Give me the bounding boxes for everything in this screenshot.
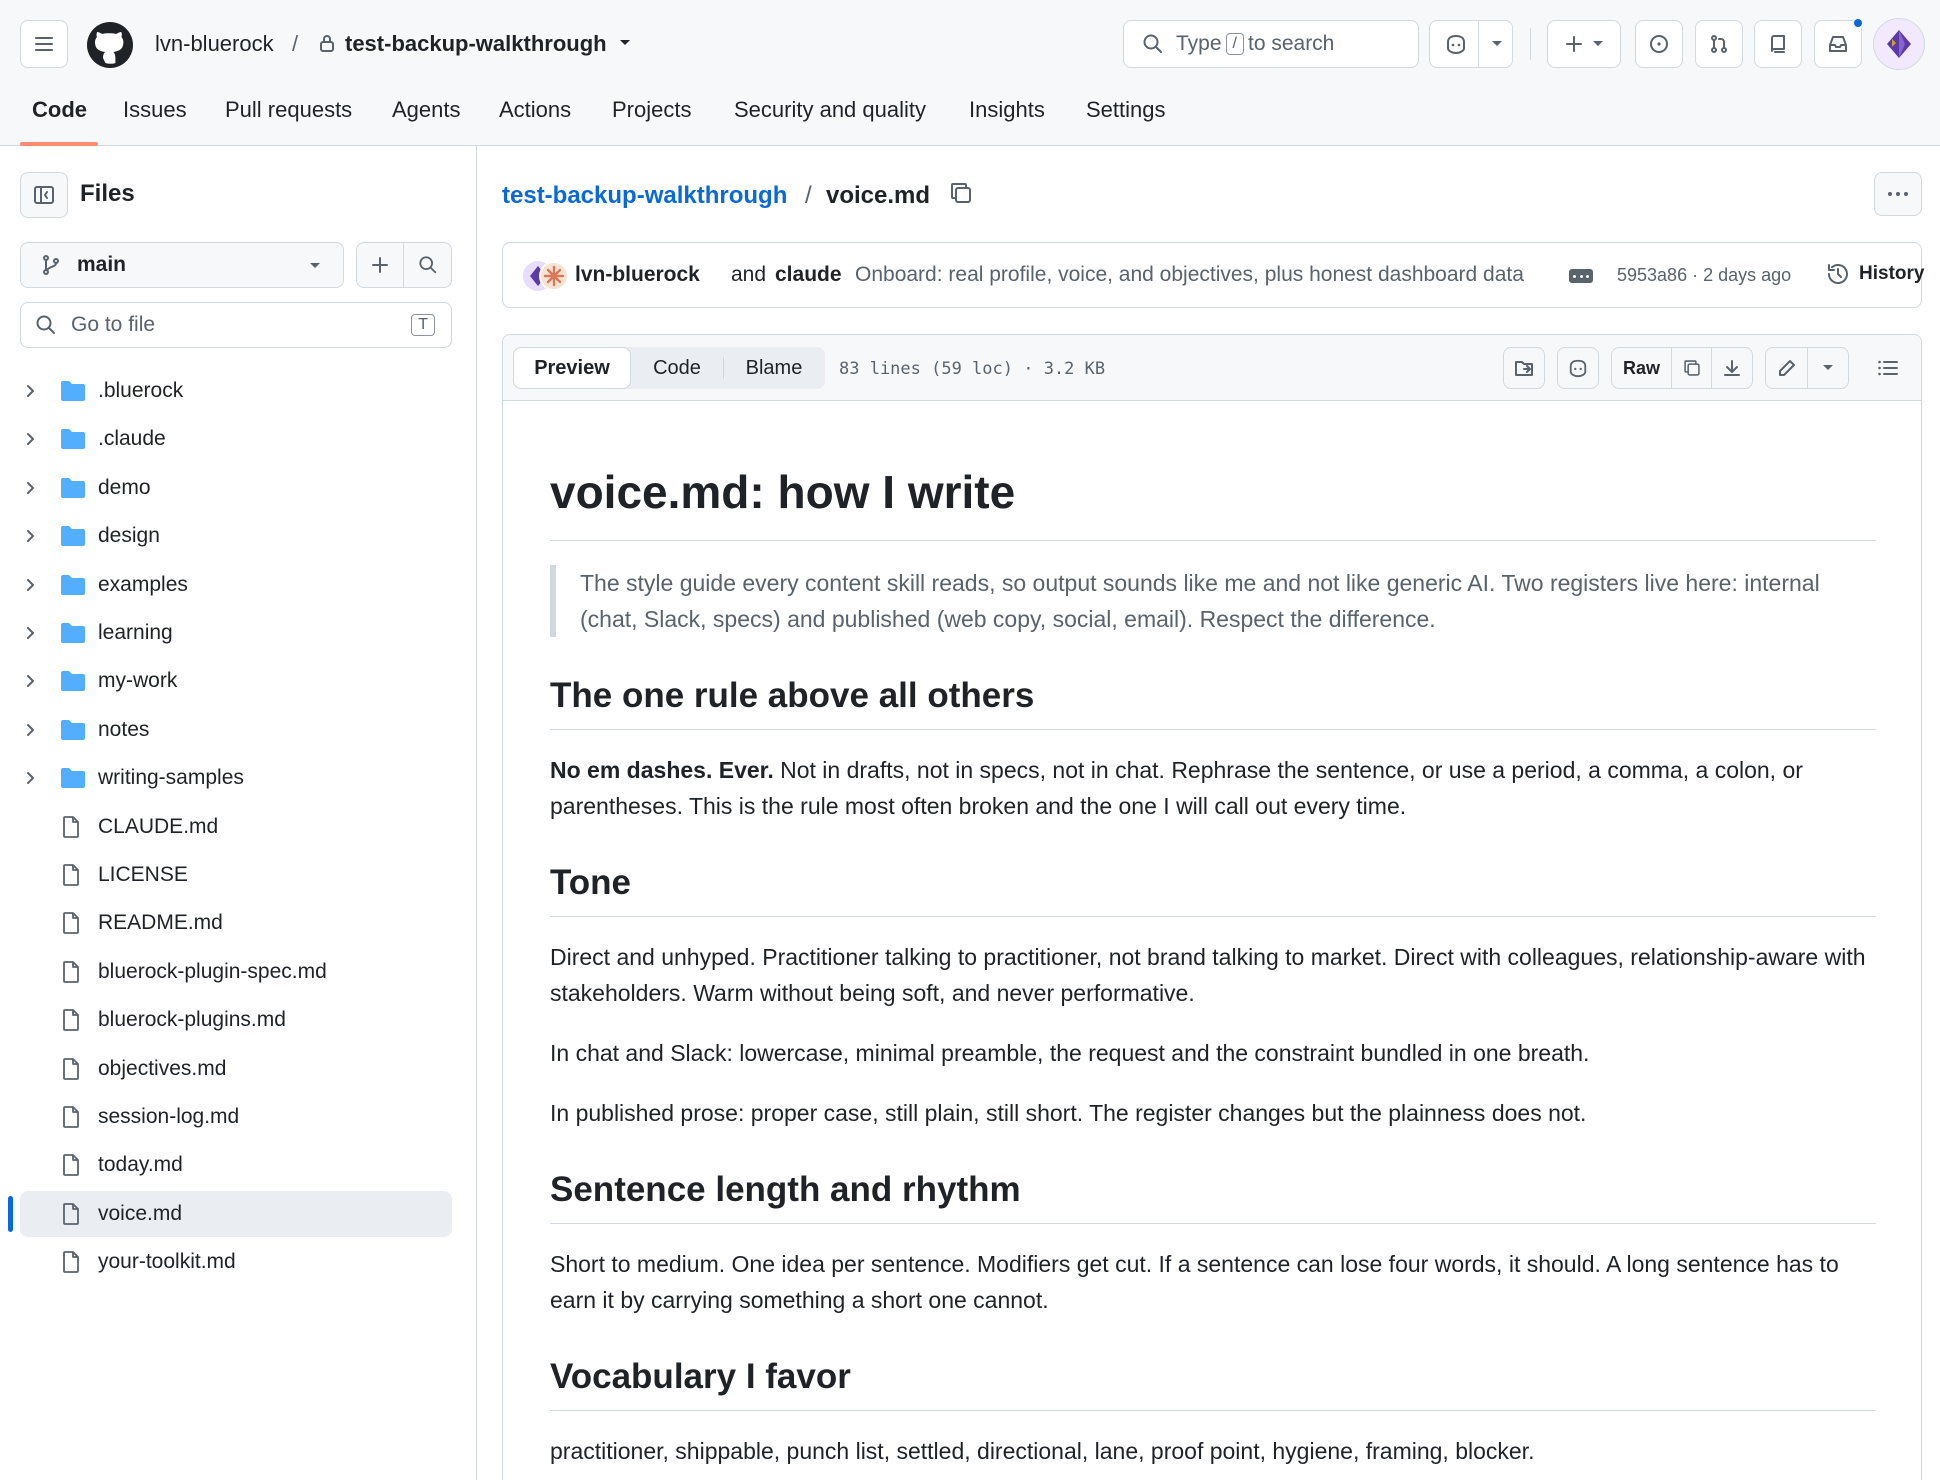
- file-icon: [60, 1008, 86, 1032]
- tree-item-label: objectives.md: [98, 1056, 227, 1080]
- chevron-right-icon[interactable]: [24, 577, 48, 593]
- tree-item-label: session-log.md: [98, 1105, 240, 1128]
- tree-file[interactable]: [20, 852, 452, 898]
- move-file-button[interactable]: [1503, 347, 1545, 389]
- tab-actions[interactable]: Actions: [499, 97, 572, 122]
- search-icon: [418, 255, 438, 275]
- tree-item-label: learning: [98, 621, 173, 644]
- tone-paragraph-2: In chat and Slack: lowercase, minimal preamble, the request and the constraint bundled in one breath.: [550, 1040, 1590, 1066]
- heading-sentence-length: Sentence length and rhythm: [550, 1167, 1876, 1224]
- chevron-right-icon[interactable]: [24, 673, 48, 689]
- search-suffix: to search: [1247, 32, 1335, 55]
- folder-icon: [60, 428, 86, 450]
- file-toolbar: [503, 335, 1922, 401]
- chevron-right-icon[interactable]: [24, 528, 48, 544]
- tree-item-label: LICENSE: [98, 863, 188, 886]
- breadcrumb-separator: /: [292, 31, 299, 56]
- tree-folder[interactable]: [20, 562, 452, 608]
- kebab-horizontal-icon: [1886, 191, 1910, 197]
- tree-folder[interactable]: [20, 368, 452, 414]
- plus-icon: [1564, 34, 1584, 54]
- sentence-paragraph: Short to medium. One idea per sentence. Modifiers get cut. If a sentence can lose four words, it should. A long sentence has to earn it by carrying something a short one cannot.: [550, 1251, 1839, 1313]
- heading-vocabulary: Vocabulary I favor: [550, 1354, 1876, 1411]
- github-logo-icon[interactable]: [86, 21, 134, 69]
- create-new-button[interactable]: [1547, 20, 1621, 68]
- search-files-button[interactable]: [404, 243, 451, 287]
- folder-icon: [60, 380, 86, 402]
- tree-item-label: notes: [98, 717, 150, 741]
- tree-folder[interactable]: [20, 513, 452, 559]
- file-view: [478, 146, 1940, 1480]
- copy-icon: [1682, 358, 1702, 378]
- file-icon: [60, 911, 86, 935]
- tab-settings[interactable]: Settings: [1086, 97, 1166, 122]
- rule-strong: No em dashes. Ever.: [550, 757, 774, 783]
- edit-group: [1765, 347, 1849, 389]
- raw-actions-group: [1611, 347, 1753, 389]
- tree-item-label: design: [98, 524, 160, 548]
- markdown-body: [550, 462, 1876, 1480]
- chevron-down-icon: [1491, 40, 1503, 48]
- copilot-file-button[interactable]: [1557, 347, 1599, 389]
- pull-requests-button[interactable]: [1695, 20, 1743, 68]
- history-icon: [1825, 261, 1851, 287]
- tree-file[interactable]: [20, 1191, 452, 1237]
- view-switcher: [513, 347, 825, 389]
- repo-root-link[interactable]: test-backup-walkthrough: [502, 182, 788, 209]
- inbox-icon: [1827, 33, 1849, 55]
- folder-icon: [60, 477, 86, 499]
- search-shortcut-key: /: [1226, 33, 1244, 55]
- tree-folder[interactable]: [20, 465, 452, 511]
- file-icon: [60, 1202, 86, 1226]
- issue-icon: [1648, 33, 1670, 55]
- search-icon: [35, 314, 57, 336]
- tree-file[interactable]: [20, 1094, 452, 1140]
- branch-icon: [41, 254, 61, 276]
- repo-icon: [1767, 33, 1789, 55]
- chevron-down-icon: [1822, 364, 1834, 372]
- copilot-icon: [1444, 33, 1468, 55]
- tree-item-label: CLAUDE.md: [98, 814, 219, 838]
- expand-commit-icon[interactable]: [1569, 269, 1593, 283]
- sidebar-collapse-icon: [32, 183, 56, 207]
- file-actions: [1503, 347, 1913, 389]
- list-unordered-icon: [1877, 358, 1899, 378]
- download-button[interactable]: [1712, 348, 1752, 388]
- add-file-button[interactable]: [357, 243, 404, 287]
- tree-item-label: .claude: [98, 427, 166, 451]
- code-tab[interactable]: Code: [653, 356, 701, 379]
- go-to-file-input[interactable]: [20, 302, 452, 348]
- tone-paragraph-1: Direct and unhyped. Practitioner talking to practitioner, not brand talking to market. Direct with colleagues, relationship-aware with stakeholders. Warm without being soft, and never performative.: [550, 944, 1866, 1006]
- tree-file[interactable]: [20, 1046, 452, 1092]
- commit-author-2[interactable]: claude: [775, 263, 842, 286]
- chevron-right-icon[interactable]: [24, 383, 48, 399]
- copilot-icon: [1567, 358, 1589, 378]
- file-icon: [60, 1153, 86, 1177]
- search-icon: [1142, 33, 1164, 55]
- folder-move-icon: [1513, 357, 1535, 379]
- plus-icon: [370, 255, 390, 275]
- pencil-icon: [1777, 358, 1797, 378]
- tree-folder[interactable]: [20, 755, 452, 801]
- blame-tab[interactable]: Blame: [745, 356, 803, 379]
- chevron-right-icon[interactable]: [24, 625, 48, 641]
- issues-button[interactable]: [1635, 20, 1683, 68]
- folder-icon: [60, 622, 86, 644]
- history-label: History: [1859, 263, 1925, 284]
- tree-file[interactable]: [20, 1239, 452, 1285]
- rule-text: Not in drafts, not in specs, not in chat. Rephrase the sentence, or use a period, a comma, a colon, or parentheses. This is the rule most often broken and the one I will call out every time.: [550, 757, 1803, 819]
- heading-one-rule: The one rule above all others: [550, 673, 1876, 730]
- selected-indicator: [8, 1196, 13, 1232]
- tree-item-label: examples: [98, 572, 188, 596]
- tone-paragraph-3: In published prose: proper case, still plain, still short. The register changes but the plainness does not.: [550, 1100, 1587, 1126]
- edit-dropdown[interactable]: [1808, 348, 1848, 388]
- outline-button[interactable]: [1867, 347, 1909, 389]
- more-options-button[interactable]: [1874, 172, 1922, 216]
- owner-link[interactable]: lvn-bluerock: [155, 31, 274, 56]
- tree-item-label: bluerock-plugin-spec.md: [98, 959, 327, 983]
- chevron-right-icon[interactable]: [24, 480, 48, 496]
- copy-path-icon[interactable]: [948, 180, 974, 206]
- tree-item-label: writing-samples: [98, 766, 244, 790]
- tree-folder[interactable]: [20, 610, 452, 656]
- header-divider: [1530, 28, 1531, 60]
- tree-item-label: .bluerock: [98, 379, 184, 402]
- preview-tab[interactable]: Preview: [513, 347, 631, 389]
- search-input[interactable]: [1123, 20, 1419, 68]
- tree-file[interactable]: [20, 900, 452, 946]
- tree-item-label: demo: [98, 475, 151, 499]
- edit-file-button[interactable]: [1766, 348, 1808, 388]
- tree-item-label: today.md: [98, 1153, 183, 1177]
- chevron-right-icon[interactable]: [24, 770, 48, 786]
- history-button[interactable]: [1825, 261, 1924, 287]
- file-tree-sidebar: [0, 146, 477, 1480]
- folder-icon: [60, 574, 86, 596]
- lock-icon: [318, 33, 336, 53]
- tree-item-label: your-toolkit.md: [98, 1250, 236, 1274]
- copilot-button[interactable]: [1429, 20, 1513, 68]
- hamburger-icon: [33, 33, 55, 55]
- tab-insights[interactable]: Insights: [969, 97, 1045, 122]
- avatar-icon: [1882, 27, 1916, 61]
- chevron-down-icon: [1592, 40, 1604, 48]
- heading-tone: Tone: [550, 860, 1876, 917]
- tree-file[interactable]: [20, 997, 452, 1043]
- notification-dot: [1852, 17, 1864, 29]
- search-prefix: Type: [1176, 32, 1222, 55]
- download-icon: [1722, 358, 1742, 378]
- commit-message[interactable]: Onboard: real profile, voice, and objectives, plus honest dashboard data: [855, 263, 1524, 286]
- commit-and: and: [731, 263, 767, 286]
- doc-intro-quote: The style guide every content skill reads, so output sounds like me and not like generic AI. Two registers live here: internal (chat, Slack, specs) and published (web copy, social, email). Respect the difference.: [550, 565, 1876, 637]
- go-to-file-placeholder: Go to file: [71, 313, 156, 336]
- repo-dropdown-icon[interactable]: [618, 38, 632, 48]
- tree-file[interactable]: [20, 1142, 452, 1188]
- folder-icon: [60, 670, 86, 692]
- chevron-down-icon: [309, 262, 321, 270]
- rule-paragraph: [550, 752, 1876, 824]
- tab-issues[interactable]: Issues: [123, 97, 187, 122]
- tree-file[interactable]: [20, 804, 452, 850]
- copy-raw-button[interactable]: [1672, 348, 1712, 388]
- tab-code[interactable]: Code: [32, 97, 87, 122]
- branch-selector[interactable]: [20, 242, 344, 288]
- tab-projects[interactable]: Projects: [612, 97, 692, 122]
- tab-security[interactable]: Security and quality: [734, 97, 926, 122]
- tab-pull-requests[interactable]: Pull requests: [225, 97, 353, 122]
- tree-file[interactable]: [20, 949, 452, 995]
- chevron-right-icon[interactable]: [24, 431, 48, 447]
- file-info: 83 lines (59 loc) · 3.2 KB: [839, 359, 1106, 379]
- go-to-file-shortcut: T: [411, 314, 435, 336]
- vocabulary-paragraph: practitioner, shippable, punch list, settled, directional, lane, proof point, hygiene, framing, blocker.: [550, 1438, 1535, 1464]
- chevron-right-icon[interactable]: [24, 722, 48, 738]
- folder-icon: [60, 719, 86, 741]
- file-name: voice.md: [826, 182, 931, 209]
- repo-link[interactable]: test-backup-walkthrough: [345, 31, 607, 56]
- tree-item-label: README.md: [98, 911, 223, 935]
- path-separator: /: [805, 182, 812, 209]
- file-icon: [60, 1105, 86, 1129]
- folder-icon: [60, 767, 86, 789]
- file-icon: [60, 815, 86, 839]
- branch-name: main: [77, 253, 127, 276]
- avatar[interactable]: [1873, 18, 1925, 70]
- file-icon: [60, 863, 86, 887]
- file-icon: [60, 1250, 86, 1274]
- file-actions-group: [356, 242, 452, 288]
- copilot-dropdown[interactable]: [1478, 21, 1514, 67]
- collapse-sidebar-button[interactable]: [20, 172, 68, 218]
- files-title: Files: [80, 180, 135, 207]
- repositories-button[interactable]: [1754, 20, 1802, 68]
- commit-author-1[interactable]: lvn-bluerock: [575, 263, 700, 286]
- tree-item-label: bluerock-plugins.md: [98, 1008, 286, 1032]
- commit-meta[interactable]: 5953a86 · 2 days ago: [1617, 265, 1792, 285]
- file-icon: [60, 960, 86, 984]
- tree-folder[interactable]: [20, 416, 452, 462]
- latest-commit-bar: [502, 242, 1925, 308]
- pull-request-icon: [1708, 33, 1730, 55]
- app-header: [0, 0, 1940, 146]
- tab-agents[interactable]: Agents: [392, 97, 461, 122]
- tree-item-label: my-work: [98, 669, 178, 693]
- doc-title: voice.md: how I write: [550, 462, 1876, 541]
- claude-avatar[interactable]: [539, 261, 569, 291]
- menu-button[interactable]: [20, 20, 68, 68]
- folder-icon: [60, 525, 86, 547]
- tree-folder[interactable]: [20, 658, 452, 704]
- tree-item-label: voice.md: [98, 1201, 183, 1225]
- file-icon: [60, 1057, 86, 1081]
- tree-folder[interactable]: [20, 707, 452, 753]
- raw-button[interactable]: Raw: [1612, 348, 1672, 388]
